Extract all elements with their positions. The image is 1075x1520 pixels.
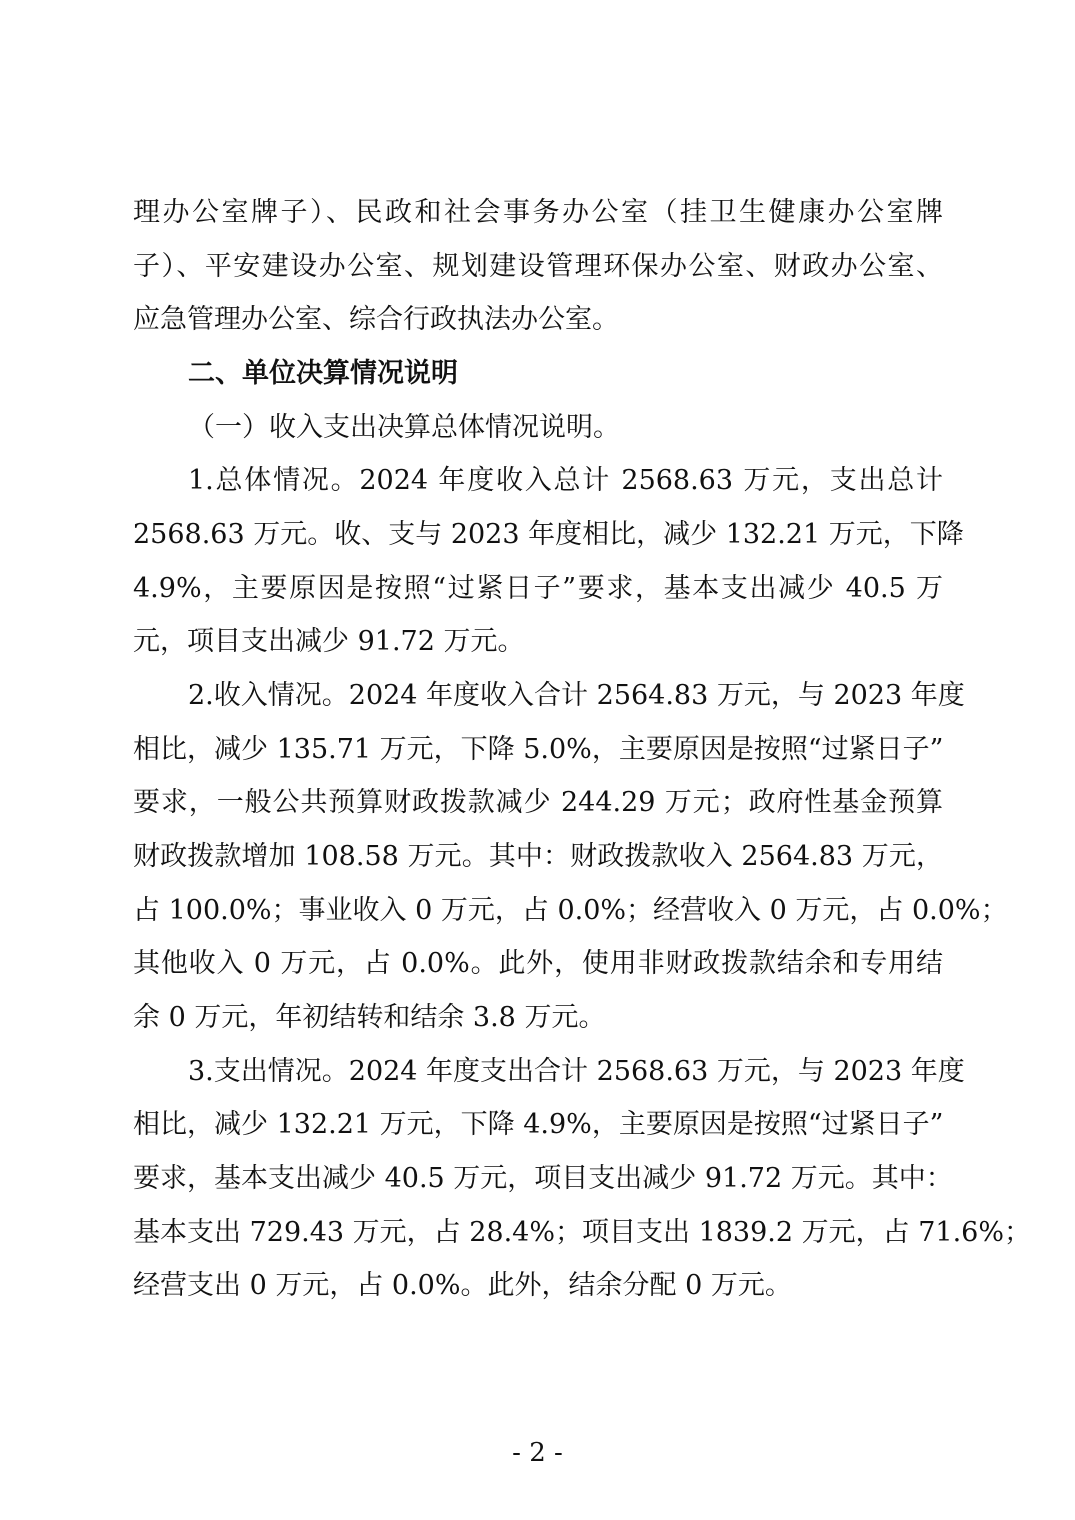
- text-line: 基本支出 729.43 万元，占 28.4%；项目支出 1839.2 万元，占 71.6%；: [133, 1217, 1031, 1248]
- text-line: 占 100.0%；事业收入 0 万元，占 0.0%；经营收入 0 万元，占 0.0%；: [133, 895, 1008, 926]
- text-line: 余 0 万元，年初结转和结余 3.8 万元。: [133, 1002, 606, 1033]
- text-line: 经营支出 0 万元，占 0.0%。此外，结余分配 0 万元。: [133, 1270, 792, 1301]
- text-line: 理办公室牌子）、民政和社会事务办公室（挂卫生健康办公室牌: [133, 197, 943, 228]
- text-line: 元，项目支出减少 91.72 万元。: [133, 626, 525, 657]
- text-line: 应急管理办公室、综合行政执法办公室。: [133, 304, 619, 335]
- text-line: 3.支出情况。2024 年度支出合计 2568.63 万元，与 2023 年度: [188, 1056, 965, 1087]
- subsection-heading: （一）收入支出决算总体情况说明。: [188, 412, 620, 443]
- text-line: 要求，一般公共预算财政拨款减少 244.29 万元；政府性基金预算: [133, 787, 943, 818]
- text-line: 要求，基本支出减少 40.5 万元，项目支出减少 91.72 万元。其中：: [133, 1163, 953, 1194]
- page-number: - 2 -: [512, 1438, 563, 1468]
- text-line: 相比，减少 135.71 万元，下降 5.0%，主要原因是按照“过紧日子”: [133, 734, 944, 765]
- text-line: 4.9%，主要原因是按照“过紧日子”要求，基本支出减少 40.5 万: [133, 573, 943, 604]
- text-line: 其他收入 0 万元，占 0.0%。此外，使用非财政拨款结余和专用结: [133, 948, 943, 979]
- text-line: 2568.63 万元。收、支与 2023 年度相比，减少 132.21 万元，下降: [133, 519, 964, 550]
- text-line: 1.总体情况。2024 年度收入总计 2568.63 万元，支出总计: [188, 465, 943, 496]
- section-heading: 二、单位决算情况说明: [188, 358, 458, 389]
- text-line: 子）、平安建设办公室、规划建设管理环保办公室、财政办公室、: [133, 251, 943, 282]
- text-line: 相比，减少 132.21 万元，下降 4.9%，主要原因是按照“过紧日子”: [133, 1109, 944, 1140]
- text-line: 2.收入情况。2024 年度收入合计 2564.83 万元，与 2023 年度: [188, 680, 965, 711]
- text-line: 财政拨款增加 108.58 万元。其中：财政拨款收入 2564.83 万元，: [133, 841, 943, 872]
